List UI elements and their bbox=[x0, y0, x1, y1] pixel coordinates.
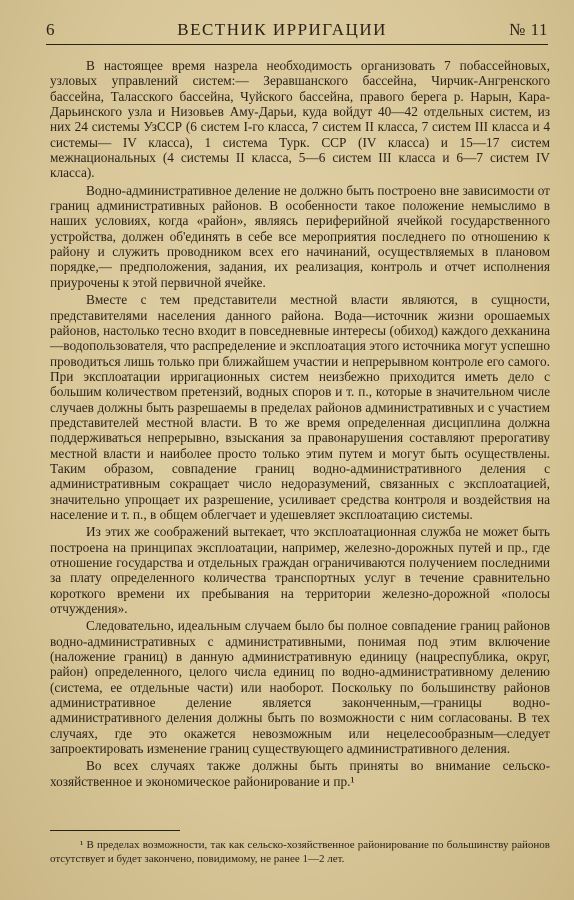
journal-title: ВЕСТНИК ИРРИГАЦИИ bbox=[177, 20, 387, 39]
footnote-rule bbox=[50, 830, 180, 831]
paragraph: В настоящее время назрела необходимость организовать 7 побассейновых, узловых управлений систем:— Зеравшанского бассейна, Чирчик-Ангренского бассейна, Таласского бассейна, Чуйского бассейна, правого берега р. Нарын, Кара-Дарьинского узла и Низовьев Аму-Дарьи, куда войдут 40—42 отдельных систем, из них 24 системы УзССР (6 систем I-го класса, 7 систем II класса, 7 систем III класса и 4 системы— IV класса), 1 система Турк. ССР (IV класса) и 15—17 систем межнациональных (4 системы II класса, 5—6 систем III класса и 6—7 систем IV класса). bbox=[50, 58, 550, 181]
footnote: ¹ В пределах возможности, так как сельско-хозяйственное районирование по большинству районов отсутствует и будет закончено, повидимому, не ранее 1—2 лет. bbox=[50, 839, 550, 865]
paragraph: Водно-административное деление не должно быть построено вне зависимости от границ административных районов. В особенности такое положение немыслимо в наших условиях, когда «район», являясь периферийной ячейкой государственного устройства, должен об'единять в себе все мероприятия последнего по отношению к району и служить проводником всех его начинаний, осуществляемых в плановом порядке,— предположения, задания, их реализация, контроль и отчет исполнения приурочены к этой первичной ячейке. bbox=[50, 182, 550, 290]
body-text bbox=[50, 58, 550, 791]
page-number: 6 bbox=[46, 20, 55, 39]
issue-number: № 11 bbox=[509, 20, 548, 39]
running-header bbox=[46, 20, 548, 42]
header-rule bbox=[46, 44, 548, 45]
paragraph: Из этих же соображений вытекает, что эксплоатационная служба не может быть построена на принципах эксплоатации, например, железно-дорожных путей и пр., где отношение государства и отдельных граждан ограничиваются получением последними за плату определенного количества транспортных услуг в течение сравнительно короткого времени их пребывания на территории железно-дорожной «полосы отчуждения». bbox=[50, 524, 550, 617]
paragraph: Следовательно, идеальным случаем было бы полное совпадение границ районов водно-административных с административными, понимая под этим включение (наложение границ) в данную административную единицу (нацреспублика, округ, район) определенного, целого числа единиц по водно-административному делению (система, ее отдельные части) или наоборот. Поскольку по большинству районов административное деление является законченным,—границы водно-административного деления должны быть по возможности с ним согласованы. В тех случаях, где это окажется невозможным или нецелесообразным—следует запроектировать изменение границ существующего административного деления. bbox=[50, 618, 550, 757]
paragraph: Вместе с тем представители местной власти являются, в сущности, представителями населения данного района. Вода—источник жизни орошаемых районов, настолько тесно входит в повседневные интересы (обиход) каждого дехканина—водопользователя, что распределение и эксплоатация этого источника могут успешно проводиться лишь только при ближайшем участии и непрерывном контроле его самого. При эксплоатации ирригационных систем неизбежно приходится иметь дело с большим количеством претензий, водных споров и т. п., которые в значительном числе случаев должны быть разрешаемы в пределах районов административных и с участием представителей местной власти. В то же время определенная дисциплина должна поддерживаться непрерывно, взыскания за правонарушения составляют прерогативу местной власти и наиболее просто только этим путем и могут быть осуществлены. Таким образом, совпадение границ водно-административного деления с административным сокращает число недоразумений, связанных с эксплоатацией, значительно упрощает их разрешение, усиливает средства контроля и воздействия на население и т. п., в общем облегчает и удешевляет эксплоатацию системы. bbox=[50, 292, 550, 522]
paragraph: Во всех случаях также должны быть приняты во внимание сельско-хозяйственное и экономическое районирование и пр.¹ bbox=[50, 758, 550, 789]
